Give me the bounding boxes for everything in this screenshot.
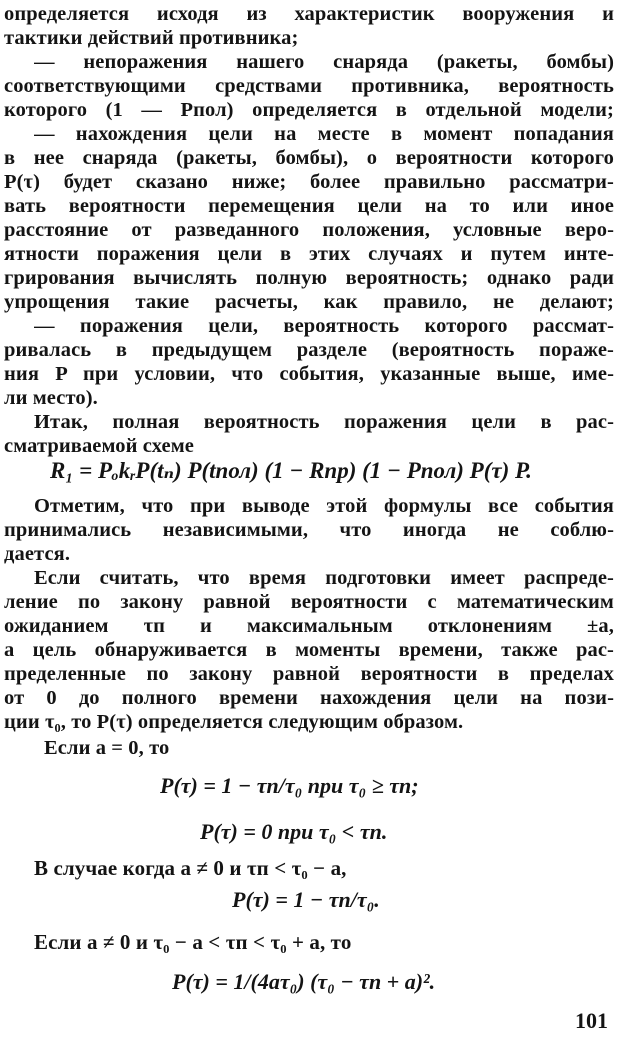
text-line: P(τ) будет сказано ниже; более правильно рассматри- <box>4 171 614 193</box>
text-line: определяется исходя из характеристик вооружения и <box>4 3 614 25</box>
text-line: от 0 до полного времени нахождения цели на пози- <box>4 687 614 709</box>
text-line: ции τ₀, то P(τ) определяется следующим образом. <box>4 711 464 733</box>
text-line: тактики действий противника; <box>4 27 299 49</box>
text-line: дается. <box>4 543 71 565</box>
text-line: Если считать, что время подготовки имеет распреде- <box>34 567 614 589</box>
formula-case-1b: P(τ) = 0 при τ₀ < τп. <box>200 819 388 844</box>
text-line: — непоражения нашего снаряда (ракеты, бомбы) <box>34 51 614 73</box>
text-line: упрощения такие расчеты, как правило, не делают; <box>4 291 614 313</box>
text-line: ния P при условии, что события, указанные выше, име- <box>4 363 614 385</box>
text-line: — поражения цели, вероятность которого рассмат- <box>34 315 614 337</box>
text-line: Отметим, что при выводе этой формулы все события <box>34 495 614 517</box>
text-line: ожиданием τп и максимальным отклонениям ±a, <box>4 615 614 637</box>
formula-main: R₁ = PₒkᵣP(tₙ) P(tпол) (1 − Rпр) (1 − Pпол) P(τ) P. <box>50 458 532 483</box>
text-line: грирования вычислять полную вероятность; однако ради <box>4 267 614 289</box>
text-line: соответствующими средствами противника, вероятность <box>4 75 614 97</box>
text-line: ривалась в предыдущем разделе (вероятность пораже- <box>4 339 614 361</box>
text-line: Если a = 0, то <box>44 737 170 759</box>
text-line: В случае когда a ≠ 0 и τп < τ₀ − a, <box>34 856 347 880</box>
text-line: пределенные по закону равной вероятности в пределах <box>4 663 614 685</box>
text-line: которого (1 — Pпол) определяется в отдельной модели; <box>4 99 614 121</box>
text-line: сматриваемой схеме <box>4 435 195 457</box>
text-line: — нахождения цели на месте в момент попадания <box>34 123 614 145</box>
text-line: вать вероятности перемещения цели на то или иное <box>4 195 614 217</box>
formula-case-1a: P(τ) = 1 − τп/τ₀ при τ₀ ≥ τп; <box>160 773 419 798</box>
formula-case-2: P(τ) = 1 − τп/τ₀. <box>232 887 380 912</box>
text-line: ление по закону равной вероятности с математическим <box>4 591 614 613</box>
text-line: расстояние от разведанного положения, условные веро- <box>4 219 614 241</box>
text-line: ятности поражения цели в этих случаях и путем инте- <box>4 243 614 265</box>
page-number: 101 <box>575 1008 608 1033</box>
text-line: принимались независимыми, что иногда не соблю- <box>4 519 614 541</box>
text-line: ли место). <box>4 387 98 409</box>
text-line: в нее снаряда (ракеты, бомбы), о вероятности которого <box>4 147 614 169</box>
text-line: Итак, полная вероятность поражения цели в рас- <box>34 411 614 433</box>
formula-case-3: P(τ) = 1/(4aτ₀) (τ₀ − τп + a)². <box>172 969 436 994</box>
text-line: Если a ≠ 0 и τ₀ − a < τп < τ₀ + a, то <box>34 930 352 954</box>
text-line: а цель обнаруживается в моменты времени, также рас- <box>4 639 614 661</box>
